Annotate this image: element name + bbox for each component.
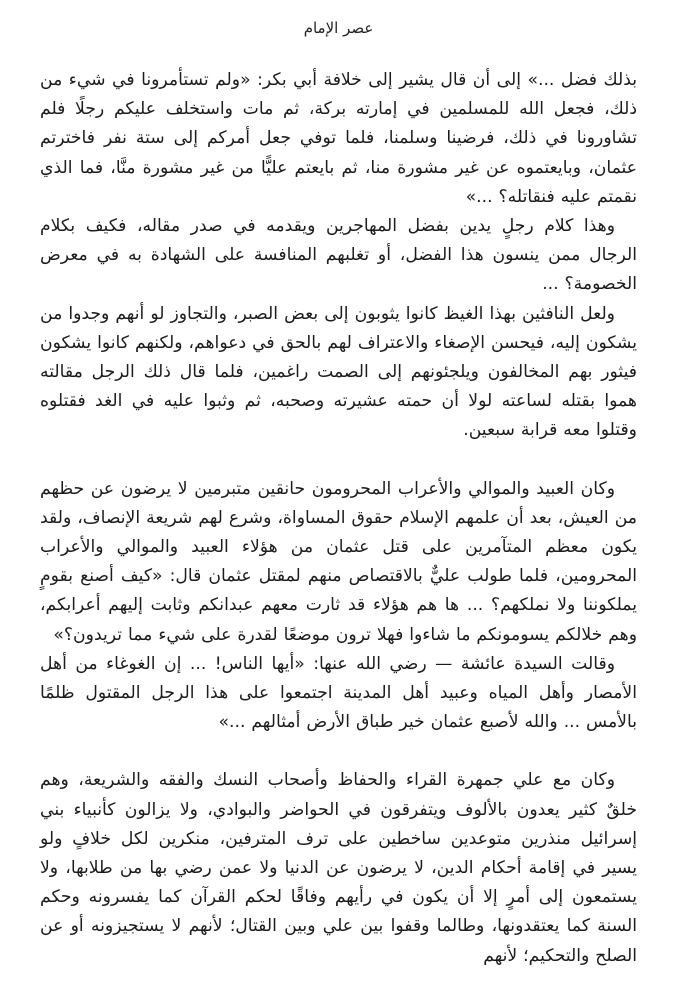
paragraph-4: وكان العبيد والموالي والأعراب المحرومون حانقين متبرمين لا يرضون عن حظهم من العيش، بعد أن علمهم الإسلام حقوق المساواة، وشرع لهم شريعة الإنصاف، ولقد يكون معظم المتآمرين على قتل عثمان من هؤلاء العبيد والموالي والأعراب المحرومين، فلما طولب عليٌّ بالاقتصاص منهم لمقتل عثمان قال: «كيف أصنع بقومٍ يملكوننا ولا نملكهم؟ ... ها هم هؤلاء قد ثارت معهم عبدانكم وثابت إليهم أعرابكم، وهم خلالكم يسومونكم ما شاءوا فهلا ترون موضعًا لقدرة على شيء مما تريدون؟» (40, 478, 637, 645)
paragraph-spacer (40, 737, 637, 766)
paragraph-3: ولعل النافثين بهذا الغيظ كانوا يثوبون إلى بعض الصبر، والتجاوز لو أنهم وجدوا من يشكون إليه، فيحسن الإصغاء والاعتراف لهم بالحق في دعواهم، ولكنهم كانوا يشكون فيثور بهم المخالفون ويلجئونهم إلى الصمت راغمين، فلما قال ذلك الرجل مقالته هموا بقتله لساعته لولا أن حمته عشيرته وصحبه، ثم وثبوا عليه في الغد فقتلوه وقتلوا معه قرابة سبعين. (40, 303, 637, 441)
paragraph-1: بذلك فضل ...» إلى أن قال يشير إلى خلافة أبي بكر: «ولم تستأمرونا في شيء من ذلك، فجعل الله للمسلمين في إمارته بركة، ثم مات واستخلف عليكم رجلًا فلم تشاورونا في ذلك، فرضينا وسلمنا، فلما توفي جعل أمركم إلى ستة نفر فاخترتم عثمان، وبايعتموه عن غير مشورة منا، ثم بايعتم عليًّا من غير مشورة منَّا، فما الذي نقمتم عليه فنقاتله؟ ...» (40, 70, 637, 207)
running-header: عصر الإمام (303, 19, 374, 37)
paragraph-5: وقالت السيدة عائشة — رضي الله عنها: «أيها الناس! ... إن الغوغاء من أهل الأمصار وأهل المياه وعبيد أهل المدينة اجتمعوا على هذا الرجل المقتول ظلمًا بالأمس ... والله لأصبع عثمان خير طباق الأرض أمثالهم ...» (40, 653, 637, 733)
paragraph-2: وهذا كلام رجلٍ يدين بفضل المهاجرين ويقدمه في صدر مقاله، فكيف بكلام الرجال ممن ينسون هذا الفضل، أو تغلبهم المنافسة على الشهادة به في معرض الخصومة؟ ... (40, 216, 637, 295)
paragraph-6: وكان مع علي جمهرة القراء والحفاظ وأصحاب النسك والفقه والشريعة، وهم خلقٌ كثير يعدون بالألوف ويتفرقون في الحواضر والبوادي، ولا يزالون كأنبياء بني إسرائيل منذرين متوعدين ساخطين على ترف المترفين، منكرين لكل خلافٍ ولو يسير في إقامة أحكام الدين، لا يرضون عن الدنيا ولا عمن رضي بها من طلابها، ولا يستمعون إلى أمرٍ إلا أن يكون في رأيهم وفاقًا لحكم القرآن كما يفسرونه وحكم السنة كما يعتقدونها، وطالما وقفوا بين علي وبين القتال؛ لأنهم لا يستجيزونه أو عن الصلح والتحكيم؛ لأنهم (40, 770, 637, 966)
paragraph-spacer (40, 446, 637, 475)
